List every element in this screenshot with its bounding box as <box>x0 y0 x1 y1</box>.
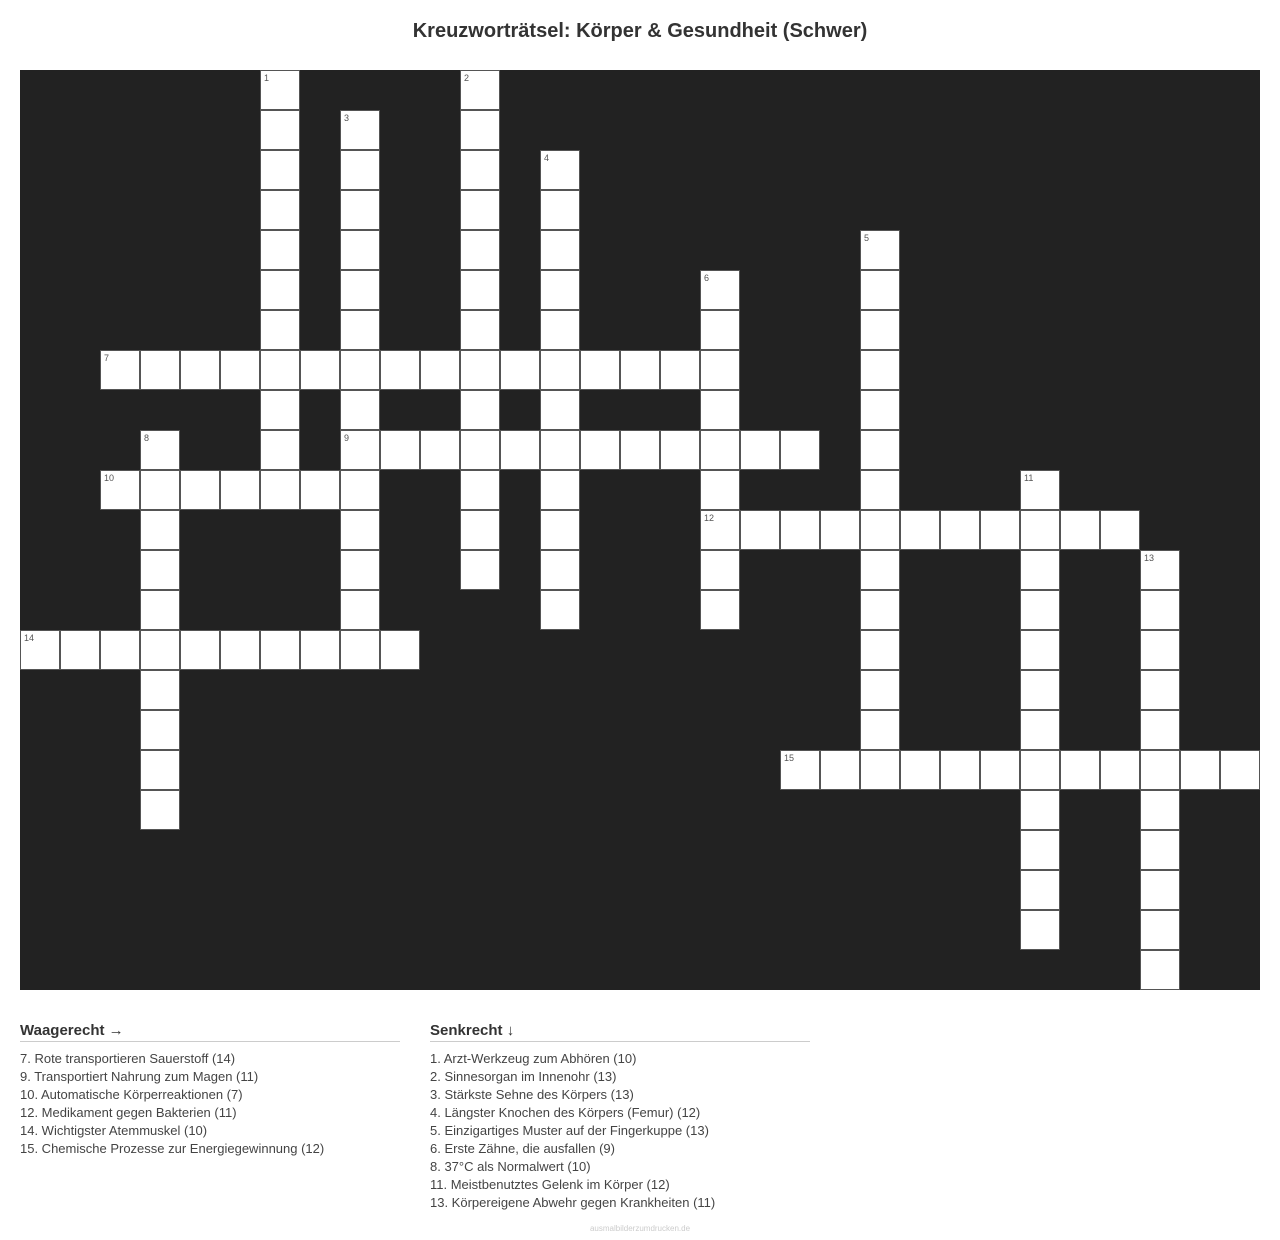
across-clue: 9. Transportiert Nahrung zum Magen (11) <box>20 1069 259 1084</box>
down-clue: 1. Arzt-Werkzeug zum Abhören (10) <box>430 1051 637 1066</box>
crossword-cell[interactable] <box>180 470 220 510</box>
crossword-cell[interactable] <box>1060 750 1100 790</box>
crossword-cell[interactable] <box>460 510 500 550</box>
crossword-cell[interactable] <box>540 350 580 390</box>
crossword-cell[interactable] <box>140 430 180 470</box>
crossword-cell[interactable] <box>420 430 460 470</box>
crossword-cell[interactable] <box>1140 670 1180 710</box>
crossword-cell[interactable] <box>100 630 140 670</box>
crossword-cell[interactable] <box>620 430 660 470</box>
down-clue: 3. Stärkste Sehne des Körpers (13) <box>430 1087 634 1102</box>
crossword-cell[interactable] <box>1140 630 1180 670</box>
crossword-cell[interactable] <box>420 350 460 390</box>
down-heading: Senkrecht ↓ <box>430 1022 810 1042</box>
crossword-cell[interactable] <box>580 430 620 470</box>
crossword-cell[interactable] <box>60 630 100 670</box>
crossword-cell[interactable] <box>1020 870 1060 910</box>
crossword-cell[interactable] <box>340 430 380 470</box>
crossword-cell[interactable] <box>1140 590 1180 630</box>
crossword-cell[interactable] <box>140 750 180 790</box>
crossword-cell[interactable] <box>300 630 340 670</box>
crossword-cell[interactable] <box>340 390 380 430</box>
crossword-cell[interactable] <box>1020 790 1060 830</box>
crossword-grid <box>20 70 1260 990</box>
crossword-cell[interactable] <box>860 550 900 590</box>
crossword-cell[interactable] <box>1140 830 1180 870</box>
crossword-cell[interactable] <box>460 230 500 270</box>
crossword-cell[interactable] <box>1100 750 1140 790</box>
crossword-cell[interactable] <box>340 270 380 310</box>
crossword-cell[interactable] <box>700 510 740 550</box>
crossword-cell[interactable] <box>1020 470 1060 510</box>
across-clue: 12. Medikament gegen Bakterien (11) <box>20 1105 237 1120</box>
crossword-cell[interactable] <box>180 630 220 670</box>
crossword-cell[interactable] <box>700 590 740 630</box>
crossword-cell[interactable] <box>660 430 700 470</box>
crossword-cell[interactable] <box>260 270 300 310</box>
crossword-cell[interactable] <box>860 590 900 630</box>
crossword-cell[interactable] <box>540 590 580 630</box>
crossword-cell[interactable] <box>540 430 580 470</box>
clue-number: 11 <box>1024 473 1034 483</box>
crossword-cell[interactable] <box>1140 550 1180 590</box>
crossword-cell[interactable] <box>380 350 420 390</box>
crossword-cell[interactable] <box>260 190 300 230</box>
crossword-cell[interactable] <box>1020 710 1060 750</box>
crossword-cell[interactable] <box>1020 910 1060 950</box>
across-heading: Waagerecht → <box>20 1022 400 1042</box>
down-clue: 5. Einzigartiges Muster auf der Fingerkuppe (13) <box>430 1123 709 1138</box>
crossword-cell[interactable] <box>860 710 900 750</box>
crossword-cell[interactable] <box>140 630 180 670</box>
down-clues-section <box>430 1022 810 1212</box>
crossword-cell[interactable] <box>1020 670 1060 710</box>
crossword-cell[interactable] <box>180 350 220 390</box>
crossword-cell[interactable] <box>1140 910 1180 950</box>
crossword-cell[interactable] <box>260 310 300 350</box>
crossword-cell[interactable] <box>860 630 900 670</box>
crossword-cell[interactable] <box>460 430 500 470</box>
crossword-cell[interactable] <box>340 310 380 350</box>
clue-number: 10 <box>104 473 115 483</box>
down-clue: 13. Körpereigene Abwehr gegen Krankheiten (11) <box>430 1195 716 1210</box>
crossword-cell[interactable] <box>220 630 260 670</box>
clue-number: 15 <box>784 753 795 763</box>
crossword-cell[interactable] <box>260 110 300 150</box>
crossword-cell[interactable] <box>780 510 820 550</box>
crossword-cell[interactable] <box>540 150 580 190</box>
across-clues-section <box>20 1022 400 1158</box>
crossword-cell[interactable] <box>340 230 380 270</box>
across-clue: 14. Wichtigster Atemmuskel (10) <box>20 1123 208 1138</box>
crossword-cell[interactable] <box>460 390 500 430</box>
crossword-cell[interactable] <box>260 70 300 110</box>
crossword-cell[interactable] <box>340 190 380 230</box>
crossword-cell[interactable] <box>1140 710 1180 750</box>
crossword-cell[interactable] <box>780 430 820 470</box>
crossword-cell[interactable] <box>540 550 580 590</box>
across-clue: 7. Rote transportieren Sauerstoff (14) <box>20 1051 236 1066</box>
crossword-cell[interactable] <box>540 390 580 430</box>
crossword-cell[interactable] <box>860 230 900 270</box>
crossword-cell[interactable] <box>980 510 1020 550</box>
crossword-cell[interactable] <box>460 350 500 390</box>
crossword-cell[interactable] <box>460 110 500 150</box>
down-clue: 4. Längster Knochen des Körpers (Femur) (12) <box>430 1105 701 1120</box>
crossword-cell[interactable] <box>1180 750 1220 790</box>
crossword-cell[interactable] <box>340 510 380 550</box>
crossword-cell[interactable] <box>260 430 300 470</box>
crossword-cell[interactable] <box>140 350 180 390</box>
clue-number: 14 <box>24 633 35 643</box>
clue-number: 9 <box>344 433 350 443</box>
crossword-cell[interactable] <box>300 470 340 510</box>
crossword-cell[interactable] <box>540 470 580 510</box>
down-clue: 6. Erste Zähne, die ausfallen (9) <box>430 1141 615 1156</box>
clue-number: 3 <box>344 113 350 123</box>
crossword-cell[interactable] <box>140 590 180 630</box>
page-title: Kreuzworträtsel: Körper & Gesundheit (Schwer) <box>412 20 868 42</box>
crossword-cell[interactable] <box>1060 510 1100 550</box>
crossword-cell[interactable] <box>1220 750 1260 790</box>
across-clue: 10. Automatische Körperreaktionen (7) <box>20 1087 243 1102</box>
crossword-cell[interactable] <box>700 310 740 350</box>
crossword-cell[interactable] <box>700 550 740 590</box>
crossword-cell[interactable] <box>340 590 380 630</box>
crossword-cell[interactable] <box>540 510 580 550</box>
footer-credit: ausmalbilderzumdrucken.de <box>589 1224 691 1233</box>
crossword-cell[interactable] <box>540 310 580 350</box>
crossword-cell[interactable] <box>1020 830 1060 870</box>
crossword-cell[interactable] <box>1140 750 1180 790</box>
crossword-cell[interactable] <box>260 230 300 270</box>
crossword-cell[interactable] <box>860 430 900 470</box>
crossword-cell[interactable] <box>460 270 500 310</box>
clue-number: 12 <box>704 513 715 523</box>
crossword-cell[interactable] <box>540 270 580 310</box>
crossword-cell[interactable] <box>860 750 900 790</box>
crossword-cell[interactable] <box>740 510 780 550</box>
crossword-cell[interactable] <box>940 750 980 790</box>
down-clue: 8. 37°C als Normalwert (10) <box>430 1159 591 1174</box>
crossword-cell[interactable] <box>1140 790 1180 830</box>
crossword-cell[interactable] <box>260 390 300 430</box>
crossword-cell[interactable] <box>140 710 180 750</box>
crossword-cell[interactable] <box>340 150 380 190</box>
across-clue: 15. Chemische Prozesse zur Energiegewinnung (12) <box>20 1141 325 1156</box>
crossword-cell[interactable] <box>860 510 900 550</box>
crossword-cell[interactable] <box>380 430 420 470</box>
crossword-cell[interactable] <box>100 350 140 390</box>
crossword-cell[interactable] <box>580 350 620 390</box>
crossword-cell[interactable] <box>860 390 900 430</box>
crossword-cell[interactable] <box>20 630 60 670</box>
crossword-cell[interactable] <box>340 550 380 590</box>
crossword-cell[interactable] <box>300 350 340 390</box>
crossword-cell[interactable] <box>340 350 380 390</box>
crossword-cell[interactable] <box>1020 510 1060 550</box>
crossword-cell[interactable] <box>980 750 1020 790</box>
clue-number: 4 <box>544 153 550 163</box>
crossword-cell[interactable] <box>460 150 500 190</box>
crossword-cell[interactable] <box>1020 590 1060 630</box>
crossword-cell[interactable] <box>860 670 900 710</box>
crossword-cell[interactable] <box>700 350 740 390</box>
crossword-cell[interactable] <box>860 270 900 310</box>
down-clue: 2. Sinnesorgan im Innenohr (13) <box>430 1069 617 1084</box>
crossword-cell[interactable] <box>940 510 980 550</box>
clue-number: 7 <box>104 353 110 363</box>
crossword-cell[interactable] <box>340 630 380 670</box>
crossword-cell[interactable] <box>140 510 180 550</box>
crossword-cell[interactable] <box>1140 950 1180 990</box>
crossword-cell[interactable] <box>700 470 740 510</box>
crossword-cell[interactable] <box>1020 750 1060 790</box>
clue-number: 1 <box>264 73 270 83</box>
crossword-cell[interactable] <box>900 510 940 550</box>
crossword-cell[interactable] <box>660 350 700 390</box>
crossword-cell[interactable] <box>340 110 380 150</box>
crossword-cell[interactable] <box>540 230 580 270</box>
crossword-cell[interactable] <box>820 510 860 550</box>
crossword-cell[interactable] <box>260 350 300 390</box>
crossword-cell[interactable] <box>860 350 900 390</box>
crossword-cell[interactable] <box>260 150 300 190</box>
clue-number: 2 <box>464 73 470 83</box>
crossword-cell[interactable] <box>380 630 420 670</box>
crossword-cell[interactable] <box>620 350 660 390</box>
crossword-cell[interactable] <box>540 190 580 230</box>
down-clue: 11. Meistbenutztes Gelenk im Körper (12) <box>430 1177 670 1192</box>
crossword-cell[interactable] <box>700 270 740 310</box>
crossword-cell[interactable] <box>220 350 260 390</box>
crossword-cell[interactable] <box>860 470 900 510</box>
crossword-cell[interactable] <box>1020 550 1060 590</box>
crossword-cell[interactable] <box>340 470 380 510</box>
crossword-cell[interactable] <box>860 310 900 350</box>
crossword-cell[interactable] <box>460 70 500 110</box>
crossword-cell[interactable] <box>1140 870 1180 910</box>
clue-number: 6 <box>704 273 710 283</box>
crossword-cell[interactable] <box>260 470 300 510</box>
crossword-cell[interactable] <box>140 550 180 590</box>
crossword-cell[interactable] <box>820 750 860 790</box>
crossword-cell[interactable] <box>460 550 500 590</box>
crossword-cell[interactable] <box>100 470 140 510</box>
crossword-cell[interactable] <box>700 430 740 470</box>
clue-number: 13 <box>1144 553 1155 563</box>
crossword-cell[interactable] <box>140 790 180 830</box>
crossword-cell[interactable] <box>260 630 300 670</box>
crossword-cell[interactable] <box>140 670 180 710</box>
crossword-cell[interactable] <box>700 390 740 430</box>
crossword-cell[interactable] <box>500 350 540 390</box>
clue-number: 5 <box>864 233 870 243</box>
crossword-cell[interactable] <box>1100 510 1140 550</box>
crossword-cell[interactable] <box>220 470 260 510</box>
crossword-cell[interactable] <box>740 430 780 470</box>
crossword-cell[interactable] <box>460 470 500 510</box>
crossword-cell[interactable] <box>780 750 820 790</box>
crossword-cell[interactable] <box>460 190 500 230</box>
crossword-cell[interactable] <box>460 310 500 350</box>
crossword-cell[interactable] <box>900 750 940 790</box>
crossword-cell[interactable] <box>140 470 180 510</box>
crossword-cell[interactable] <box>1020 630 1060 670</box>
clue-number: 8 <box>144 433 150 443</box>
crossword-cell[interactable] <box>500 430 540 470</box>
